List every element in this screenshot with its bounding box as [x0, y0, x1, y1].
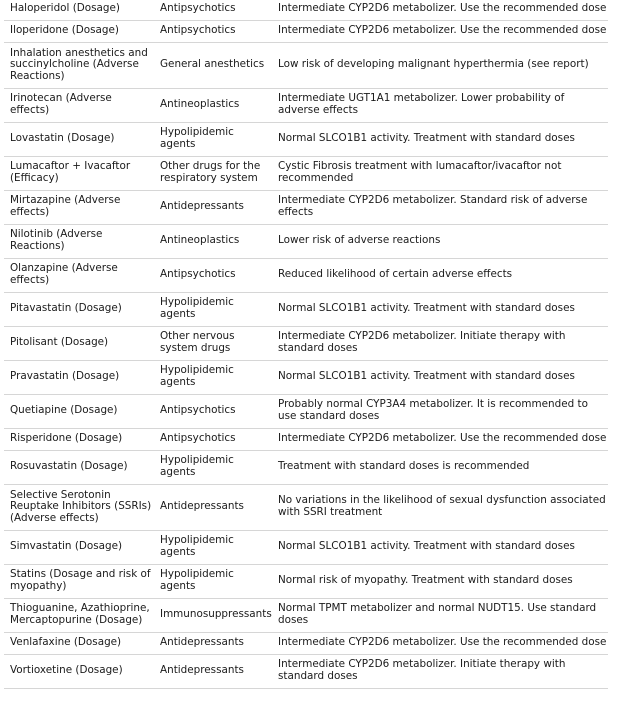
drug-group-cell: Antipsychotics [154, 20, 272, 42]
table-row [4, 450, 608, 484]
drug-group-cell: Hypolipidemic agents [154, 530, 272, 564]
drug-name-cell: Risperidone (Dosage) [4, 428, 154, 450]
table-row [4, 326, 608, 360]
drug-group-cell: Immunosuppressants [154, 598, 272, 632]
drug-group-cell: Antineoplastics [154, 88, 272, 122]
result-cell: Normal SLCO1B1 activity. Treatment with standard doses [272, 360, 608, 394]
drug-results-table [4, 0, 608, 689]
table-row [4, 122, 608, 156]
drug-name-cell: Venlafaxine (Dosage) [4, 632, 154, 654]
result-cell: Normal SLCO1B1 activity. Treatment with standard doses [272, 122, 608, 156]
drug-name-cell: Pitavastatin (Dosage) [4, 292, 154, 326]
drug-name-cell: Olanzapine (Adverse effects) [4, 258, 154, 292]
drug-group-cell: Hypolipidemic agents [154, 450, 272, 484]
table-row [4, 564, 608, 598]
drug-group-cell: Hypolipidemic agents [154, 292, 272, 326]
drug-group-cell: General anesthetics [154, 42, 272, 88]
result-cell: Intermediate CYP2D6 metabolizer. Use the recommended dose [272, 20, 608, 42]
drug-group-cell: Antipsychotics [154, 258, 272, 292]
table-row [4, 190, 608, 224]
drug-group-cell: Hypolipidemic agents [154, 122, 272, 156]
table-row [4, 258, 608, 292]
result-cell: Intermediate CYP2D6 metabolizer. Use the recommended dose [272, 632, 608, 654]
drug-group-cell: Hypolipidemic agents [154, 564, 272, 598]
drug-name-cell: Selective Serotonin Reuptake Inhibitors (SSRIs) (Adverse effects) [4, 484, 154, 530]
drug-name-cell: Rosuvastatin (Dosage) [4, 450, 154, 484]
drug-name-cell: Haloperidol (Dosage) [4, 0, 154, 20]
table-row [4, 632, 608, 654]
drug-name-cell: Irinotecan (Adverse effects) [4, 88, 154, 122]
drug-name-cell: Pravastatin (Dosage) [4, 360, 154, 394]
drug-name-cell: Pitolisant (Dosage) [4, 326, 154, 360]
drug-name-cell: Lovastatin (Dosage) [4, 122, 154, 156]
table-row [4, 428, 608, 450]
drug-name-cell: Statins (Dosage and risk of myopathy) [4, 564, 154, 598]
drug-group-cell: Antidepressants [154, 190, 272, 224]
table-row [4, 654, 608, 688]
table-row [4, 360, 608, 394]
result-cell: Intermediate CYP2D6 metabolizer. Standard risk of adverse effects [272, 190, 608, 224]
drug-name-cell: Vortioxetine (Dosage) [4, 654, 154, 688]
table-row [4, 598, 608, 632]
table-row [4, 42, 608, 88]
drug-name-cell: Thioguanine, Azathioprine, Mercaptopurine (Dosage) [4, 598, 154, 632]
table-row [4, 530, 608, 564]
result-cell: Intermediate CYP2D6 metabolizer. Use the recommended dose [272, 0, 608, 20]
drug-group-cell: Other nervous system drugs [154, 326, 272, 360]
drug-group-cell: Hypolipidemic agents [154, 360, 272, 394]
result-cell: Probably normal CYP3A4 metabolizer. It is recommended to use standard doses [272, 394, 608, 428]
drug-group-cell: Antineoplastics [154, 224, 272, 258]
result-cell: Treatment with standard doses is recommended [272, 450, 608, 484]
table-row [4, 292, 608, 326]
result-cell: Intermediate CYP2D6 metabolizer. Initiate therapy with standard doses [272, 654, 608, 688]
result-cell: Intermediate UGT1A1 metabolizer. Lower probability of adverse effects [272, 88, 608, 122]
drug-group-cell: Antidepressants [154, 654, 272, 688]
result-cell: No variations in the likelihood of sexual dysfunction associated with SSRI treatment [272, 484, 608, 530]
drug-name-cell: Inhalation anesthetics and succinylcholine (Adverse Reactions) [4, 42, 154, 88]
table-row [4, 156, 608, 190]
table-row [4, 484, 608, 530]
result-cell: Normal risk of myopathy. Treatment with standard doses [272, 564, 608, 598]
drug-name-cell: Iloperidone (Dosage) [4, 20, 154, 42]
drug-group-cell: Antidepressants [154, 484, 272, 530]
table-row [4, 0, 608, 20]
result-cell: Normal TPMT metabolizer and normal NUDT15. Use standard doses [272, 598, 608, 632]
result-cell: Low risk of developing malignant hyperthermia (see report) [272, 42, 608, 88]
drug-group-cell: Other drugs for the respiratory system [154, 156, 272, 190]
result-cell: Cystic Fibrosis treatment with lumacaftor/ivacaftor not recommended [272, 156, 608, 190]
table-row [4, 88, 608, 122]
result-cell: Reduced likelihood of certain adverse effects [272, 258, 608, 292]
table-row [4, 20, 608, 42]
drug-name-cell: Quetiapine (Dosage) [4, 394, 154, 428]
drug-name-cell: Simvastatin (Dosage) [4, 530, 154, 564]
table-row [4, 394, 608, 428]
drug-group-cell: Antidepressants [154, 632, 272, 654]
table-row [4, 224, 608, 258]
drug-name-cell: Mirtazapine (Adverse effects) [4, 190, 154, 224]
drug-group-cell: Antipsychotics [154, 394, 272, 428]
drug-name-cell: Nilotinib (Adverse Reactions) [4, 224, 154, 258]
result-cell: Intermediate CYP2D6 metabolizer. Use the recommended dose [272, 428, 608, 450]
result-cell: Lower risk of adverse reactions [272, 224, 608, 258]
result-cell: Normal SLCO1B1 activity. Treatment with standard doses [272, 292, 608, 326]
result-cell: Normal SLCO1B1 activity. Treatment with standard doses [272, 530, 608, 564]
drug-name-cell: Lumacaftor + Ivacaftor (Efficacy) [4, 156, 154, 190]
result-cell: Intermediate CYP2D6 metabolizer. Initiate therapy with standard doses [272, 326, 608, 360]
table-body [4, 0, 608, 688]
drug-group-cell: Antipsychotics [154, 0, 272, 20]
drug-group-cell: Antipsychotics [154, 428, 272, 450]
